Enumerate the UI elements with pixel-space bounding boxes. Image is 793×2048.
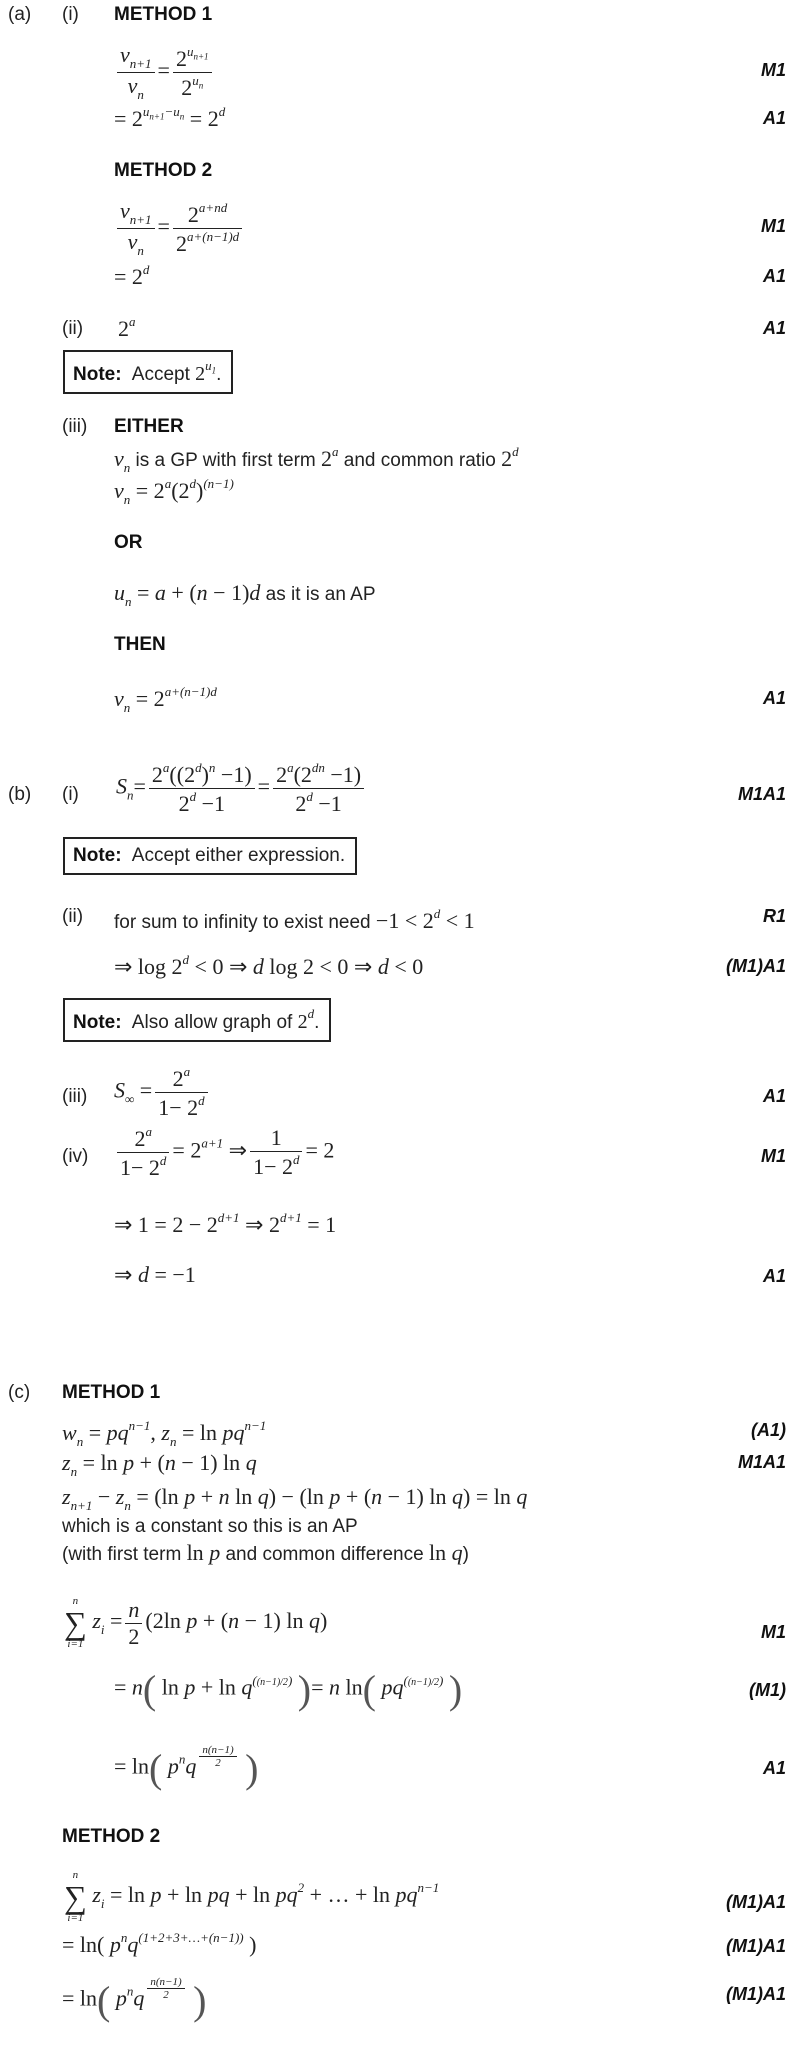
note-box: Note: Accept $2^{u_1}$.: [63, 350, 233, 394]
mark-M1: (M1): [749, 1680, 786, 1700]
part-b-iii-label: (iii): [62, 1086, 88, 1107]
note-expr: 2$^d$: [297, 1006, 315, 1033]
mark-R1: R1: [762, 906, 786, 926]
part-b-ii-label: (ii): [62, 906, 84, 927]
c-m1-text1: which is a constant so this is an AP: [62, 1516, 358, 1537]
note-expr: $2^{u_1}$: [195, 358, 217, 385]
c-m1-line3: $z_{n+1} - z_n = (\ln$ p + n ln q) − (ln p + (n − 1) ln q) = ln q: [62, 1484, 528, 1513]
mark-A1: A1: [762, 1758, 786, 1778]
part-b-label: (b): [8, 784, 32, 805]
mark-A1: (A1): [751, 1420, 786, 1440]
c-m2-line2: = ln( $p^nq^{(1+2+3+\dots+(n-1))}$ ): [62, 1930, 257, 1957]
part-a-label: (a): [8, 4, 32, 25]
a-i-m2-line2: = $2^d$: [114, 262, 150, 289]
a-ii-expr: 2$^a$: [118, 314, 136, 341]
b-ii-text: for sum to infinity to exist need $-1 < 2^d < 1$: [114, 906, 475, 933]
mark-A1: A1: [762, 688, 786, 708]
method1-heading: METHOD 1: [114, 4, 213, 25]
b-iv-expr2: ⇒ $1 = 2 - 2^{d+1}$ ⇒ $2^{d+1} = 1$: [114, 1210, 337, 1237]
or-heading: OR: [114, 532, 143, 553]
mark-M1A1: M1A1: [737, 1452, 786, 1472]
c-m2-line1: n ∑ i=1 $z_i = \ln p + \ln$ pq + $\ln pq^2$ + … + $\ln pq^{n-1}$: [64, 1869, 440, 1924]
note-text: Accept: [131, 364, 190, 385]
mark-M1: M1: [760, 216, 786, 236]
b-iii-expr: $S_\infty$ = $\frac{2^a}{1- 2^d}$: [114, 1064, 211, 1121]
c-m1-text2: (with first term ln p and common difference ln q): [62, 1540, 469, 1565]
c-m1-line1: $w_n = pq^{n-1}$, $z_n = \ln pq^{n-1}$: [62, 1418, 267, 1449]
note-box: [63, 837, 357, 875]
part-a-i-label: (i): [62, 4, 79, 25]
note-prefix: Note:: [73, 1012, 122, 1033]
mark-A1: A1: [762, 1086, 786, 1106]
mark-M1A1: (M1)A1: [725, 1892, 786, 1912]
part-b-iv-label: (iv): [62, 1146, 89, 1167]
mark-M1: M1: [760, 1146, 786, 1166]
a-i-m1-line1: $\frac{v_{n+1}}{v_n}$ = $\frac{2^{u_{n+1}}}{2^{u_n}}$: [114, 42, 215, 103]
b-ii-expr2: ⇒ $\log 2^d < 0$ ⇒ d log 2 < 0 ⇒ d < 0: [114, 952, 424, 979]
part-c-label: (c): [8, 1382, 31, 1403]
part-a-iii-label: (iii): [62, 416, 88, 437]
b-iv-expr1: $\frac{2^a}{1- 2^d}$ = $2^{a+1}$ ⇒ $\frac{1}{1- 2^d}$ = 2: [114, 1124, 334, 1181]
either-expr: $v_n = 2^a(2^d)^{(n-1)}$: [114, 476, 234, 507]
mark-M1A1: (M1)A1: [725, 956, 786, 976]
part-a-ii-label: (ii): [62, 318, 84, 339]
then-expr: $v_n = 2^{a+(n-1)d}$: [114, 684, 217, 715]
note-prefix: Note:: [73, 364, 122, 385]
c-m1-sum3: = ln( $p^nq$ $^{\frac{n(n-1)}{2}}$ ): [114, 1744, 259, 1791]
a-i-m1-line2: = $2^{u_{n+1}-u_n} = 2^d$: [114, 104, 226, 131]
mark-M1: M1: [760, 1622, 786, 1642]
mark-M1A1: M1A1: [737, 784, 786, 804]
a-i-m2-line1: $\frac{v_{n+1}}{v_n}$ = $\frac{2^{a+nd}}{2^{a+(n-1)d}}$: [114, 198, 245, 259]
b-iv-expr3: ⇒ d = −1: [114, 1262, 196, 1287]
method2-heading: METHOD 2: [114, 160, 213, 181]
note-text: Accept either expression.: [131, 845, 346, 866]
note-box: Note: Also allow graph of 2$^d$.: [63, 998, 331, 1042]
mark-A1: A1: [762, 108, 786, 128]
either-text: $v_n$ is a GP with first term 2$^a$ and common ratio 2$^d$: [114, 444, 519, 475]
mark-M1A1: (M1)A1: [725, 1984, 786, 2004]
b-i-expr: $S_n=$ $\frac{2^a((2^d)^n -1)}{2^d -1}$ = $\frac{2^a(2^{dn} -1)}{2^d -1}$: [116, 760, 367, 817]
or-line: $u_n = a + (n - 1)d$ as it is an AP: [114, 580, 376, 609]
c-m1-line2: $z_n = \ln p + (n - 1)$ ln q: [62, 1450, 257, 1479]
c-m2-line3: = ln( $p^nq$ $^{\frac{n(n-1)}{2}}$ ): [62, 1976, 207, 2023]
method2-heading: METHOD 2: [62, 1826, 161, 1847]
mark-A1: A1: [762, 1266, 786, 1286]
then-heading: THEN: [114, 634, 166, 655]
c-m1-sum1: n ∑ i=1 $z_i$ = $\frac{n}{2}$ (2ln p + (n − 1) ln q): [64, 1595, 328, 1650]
mark-A1: A1: [762, 318, 786, 338]
note-prefix: Note:: [73, 845, 122, 866]
mark-A1: A1: [762, 266, 786, 286]
part-b-i-label: (i): [62, 784, 79, 805]
either-heading: EITHER: [114, 416, 184, 437]
note-text: Also allow graph of: [131, 1012, 293, 1033]
c-m1-sum2: = n( $\ln p + \ln q^{((n-1)/2)}$ )= n ln( $pq^{((n-1)/2)}$ ): [114, 1667, 463, 1712]
mark-M1A1: (M1)A1: [725, 1936, 786, 1956]
mark-M1: M1: [760, 60, 786, 80]
method1-heading: METHOD 1: [62, 1382, 161, 1403]
